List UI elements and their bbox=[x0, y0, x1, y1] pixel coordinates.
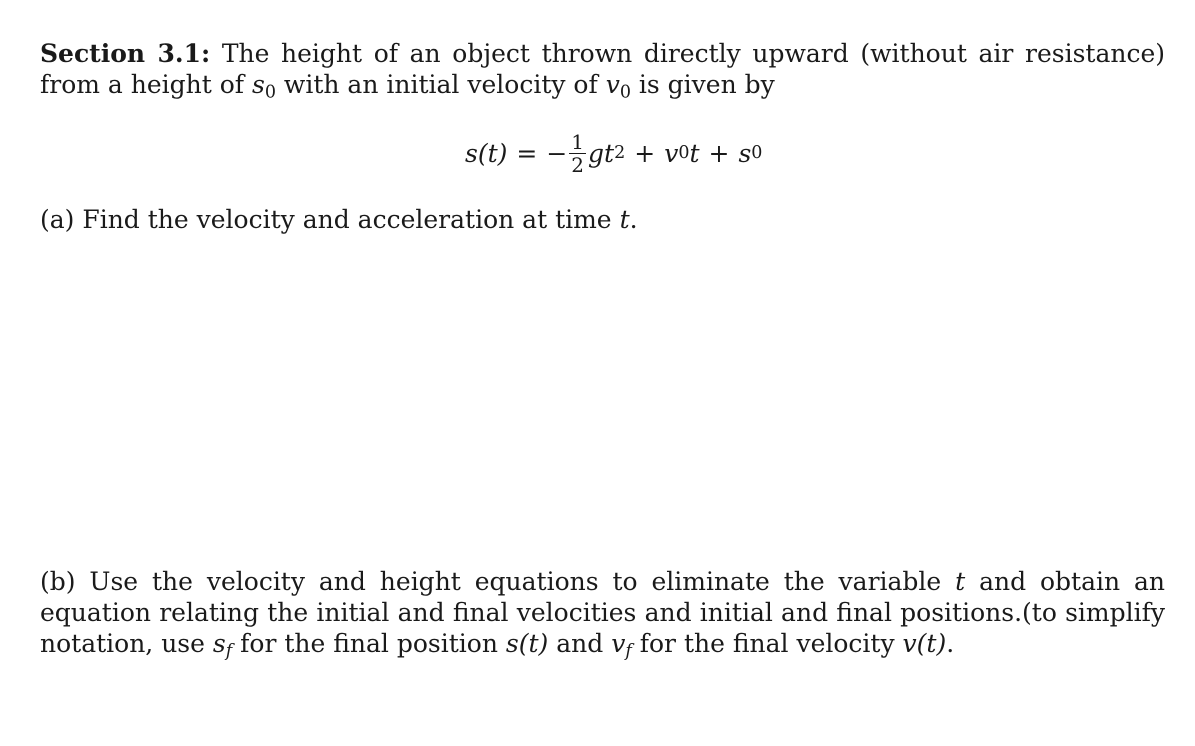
var-s: s bbox=[252, 70, 265, 99]
equation-minus: − bbox=[546, 138, 568, 168]
intro-paragraph bbox=[40, 38, 1165, 108]
var-s-subscript: 0 bbox=[264, 82, 276, 103]
fraction-numerator: 1 bbox=[571, 129, 585, 154]
part-a-paragraph bbox=[40, 204, 1165, 235]
equation-t-exponent: 2 bbox=[614, 143, 626, 163]
equation-s-subscript: 0 bbox=[751, 143, 763, 163]
equation-v-subscript: 0 bbox=[678, 143, 690, 163]
part-b-text-2: and obtain an equation relating the initial and final velocities and initial and final positions.(to simplify notation, use bbox=[40, 567, 1165, 658]
intro-text-2: with an initial velocity of bbox=[275, 70, 606, 99]
part-b-text-5: for the final velocity bbox=[631, 629, 903, 658]
equation-v: v bbox=[664, 138, 679, 168]
equation-equals: = bbox=[516, 138, 538, 168]
part-b-var-t: t bbox=[955, 567, 966, 596]
equation-gt: gt bbox=[588, 138, 615, 168]
part-b-v-of-t: v(t) bbox=[902, 629, 947, 658]
part-b-text-4: and bbox=[548, 629, 612, 658]
part-b-paragraph bbox=[40, 566, 1165, 667]
part-b-text-1: (b) Use the velocity and height equations to eliminate the variable bbox=[40, 567, 956, 596]
part-b-var-s: s bbox=[212, 629, 226, 658]
height-equation bbox=[465, 121, 762, 185]
part-b-text-3: for the final position bbox=[232, 629, 506, 658]
equation-plus-2: + bbox=[708, 138, 730, 168]
var-v: v bbox=[605, 70, 620, 99]
part-b-var-s-subscript: f bbox=[225, 641, 233, 662]
part-b-s-of-t: s(t) bbox=[505, 629, 549, 658]
equation-t: t bbox=[689, 138, 700, 168]
part-b-text-6: . bbox=[946, 629, 955, 658]
part-a-text: (a) Find the velocity and acceleration at time bbox=[40, 205, 620, 234]
part-b-var-v-subscript: f bbox=[625, 641, 632, 662]
equation-s: s bbox=[738, 138, 752, 168]
equation-lhs: s(t) bbox=[465, 138, 508, 168]
equation-fraction bbox=[569, 131, 586, 176]
part-a-var-t: t bbox=[619, 205, 630, 234]
fraction-denominator: 2 bbox=[571, 152, 585, 177]
section-label: Section 3.1: bbox=[40, 39, 211, 68]
equation-plus-1: + bbox=[634, 138, 656, 168]
part-a-end: . bbox=[629, 205, 638, 234]
intro-text-1: The height of an object thrown directly upward (without air resistance) from a height of bbox=[40, 39, 1165, 99]
part-b-var-v: v bbox=[611, 629, 626, 658]
var-v-subscript: 0 bbox=[619, 82, 631, 103]
intro-text-3: is given by bbox=[630, 70, 775, 99]
